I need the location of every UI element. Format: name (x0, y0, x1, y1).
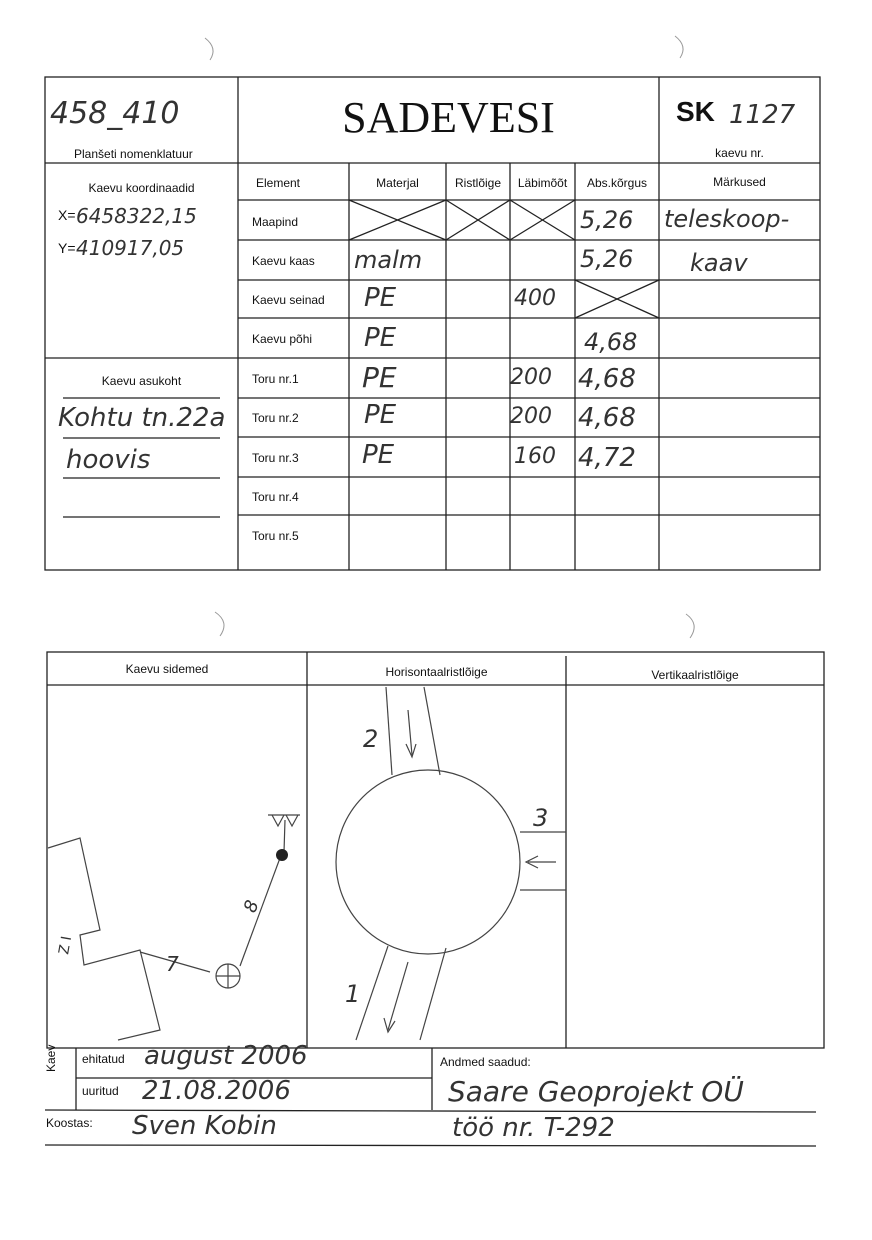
horizontal-label: Horisontaalristlõige (385, 665, 488, 679)
hydrant-dot (276, 849, 288, 861)
links-sketch (48, 815, 300, 1040)
row-label-pipe-4: Toru nr.4 (252, 490, 299, 504)
row-label-pipe-3: Toru nr.3 (252, 451, 299, 465)
page-title: SADEVESI (342, 93, 555, 142)
cell-diameter-pipe-2: 200 (510, 404, 552, 429)
data-source-value: Saare Geoprojekt OÜ (448, 1075, 744, 1108)
cell-material-pipe-1: PE (362, 361, 397, 394)
sketch-number-7: 7 (166, 952, 179, 976)
built-label: ehitatud (82, 1052, 125, 1066)
remarks-line-1: teleskoop- (664, 205, 790, 233)
cell-height-ground: 5,26 (580, 206, 634, 234)
col-header-cross-section: Ristlõige (454, 176, 502, 190)
job-number: töö nr. T-292 (452, 1113, 615, 1143)
well-prefix: SK (676, 96, 715, 127)
col-header-element: Element (255, 176, 301, 190)
cell-material-bottom: PE (364, 323, 397, 353)
row-label-pipe-1: Toru nr.1 (252, 372, 299, 386)
sketch-number-8: 8 (239, 897, 264, 916)
location-line-1: Kohtu tn.22a (58, 403, 226, 433)
built-value: august 2006 (144, 1041, 308, 1071)
coords-x-value: 6458322,15 (76, 204, 197, 228)
row-label-pipe-5: Toru nr.5 (252, 529, 299, 543)
cell-diameter-walls: 400 (514, 286, 556, 311)
pipe-label-1: 1 (345, 980, 361, 1008)
col-header-diameter: Läbimõõt (517, 176, 568, 190)
sheet-number: 458_410 (50, 96, 180, 131)
data-source-label: Andmed saadud: (440, 1055, 531, 1069)
coords-y-prefix: Y= (58, 240, 76, 256)
col-header-remarks: Märkused (713, 175, 766, 189)
surveyed-value: 21.08.2006 (142, 1076, 291, 1106)
remarks-line-2: kaav (690, 249, 748, 277)
surveyed-label: uuritud (82, 1084, 119, 1098)
location-label: Kaevu asukoht (101, 374, 182, 388)
row-label-ground: Maapind (252, 215, 299, 229)
cell-diameter-pipe-1: 200 (510, 365, 552, 390)
sheet-label: Planšeti nomenklatuur (74, 147, 193, 161)
row-label-lid: Kaevu kaas (252, 254, 315, 268)
vertical-label: Vertikaalristlõige (651, 668, 739, 682)
sketch-mark: Z I (56, 935, 76, 956)
coords-label: Kaevu koordinaadid (88, 181, 195, 195)
row-label-pipe-2: Toru nr.2 (252, 411, 299, 425)
well-label: kaevu nr. (715, 146, 764, 160)
author-value: Sven Kobin (132, 1111, 277, 1141)
cell-material-walls: PE (364, 283, 397, 313)
cell-height-pipe-1: 4,68 (578, 364, 636, 394)
row-label-walls: Kaevu seinad (252, 293, 325, 307)
cell-height-pipe-2: 4,68 (578, 403, 636, 433)
pipe-label-3: 3 (533, 804, 549, 832)
author-label: Koostas: (46, 1116, 93, 1130)
cell-height-pipe-3: 4,72 (578, 443, 636, 473)
well-number: 1127 (729, 100, 796, 130)
links-label: Kaevu sidemed (125, 662, 209, 676)
cell-material-lid: malm (354, 246, 423, 274)
cell-diameter-pipe-3: 160 (514, 444, 556, 469)
cell-material-pipe-2: PE (364, 400, 397, 430)
col-header-height: Abs.kõrgus (586, 176, 648, 190)
pipe-label-2: 2 (363, 725, 379, 753)
location-line-2: hoovis (66, 445, 151, 475)
cell-height-bottom: 4,68 (584, 328, 638, 356)
cell-material-pipe-3: PE (362, 440, 395, 470)
row-label-bottom: Kaevu põhi (252, 332, 313, 346)
coords-y-value: 410917,05 (76, 236, 185, 260)
side-label: Kaev (44, 1044, 58, 1072)
cell-height-lid: 5,26 (580, 245, 634, 273)
coords-x-prefix: X= (58, 207, 76, 223)
col-header-material: Materjal (376, 176, 419, 190)
